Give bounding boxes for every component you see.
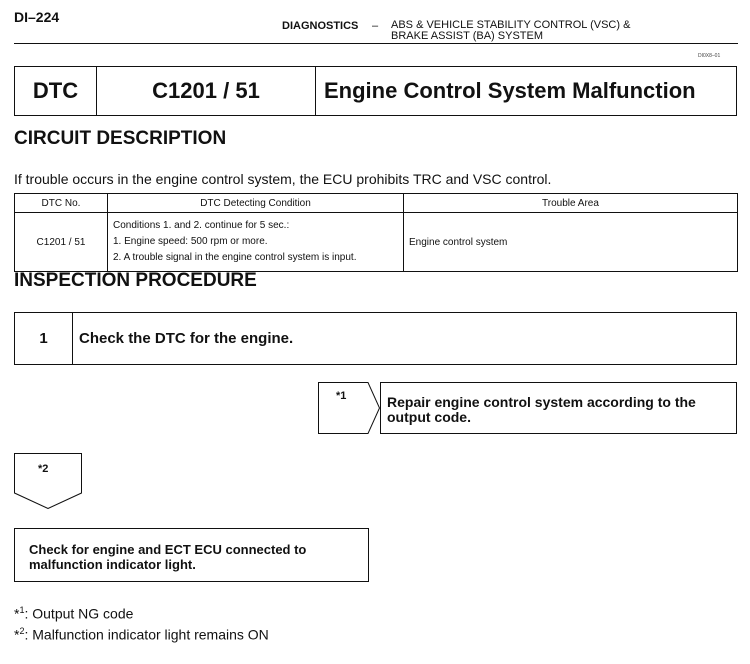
circuit-description-heading: CIRCUIT DESCRIPTION <box>14 128 227 149</box>
ok-pentagon-symbol <box>14 453 82 509</box>
header-rule <box>14 43 738 44</box>
dtc-title: Engine Control System Malfunction <box>324 78 696 103</box>
ng-arrow-symbol <box>318 382 380 434</box>
condition-line: 1. Engine speed: 500 rpm or more. <box>113 236 268 247</box>
cell-condition <box>108 213 404 272</box>
repair-action-box <box>380 382 737 434</box>
repair-action-line1: Repair engine control system according to the <box>387 394 696 410</box>
footnote-text: : Malfunction indicator light remains ON <box>24 626 269 643</box>
ng-symbol-label: *1 <box>336 390 347 402</box>
document-code: DI0X8–01 <box>698 53 721 59</box>
dtc-table <box>14 193 738 272</box>
circuit-description-text: If trouble occurs in the engine control system, the ECU prohibits TRC and VSC control. <box>14 171 552 187</box>
page-number: DI–224 <box>14 9 60 25</box>
system-title-line2: BRAKE ASSIST (BA) SYSTEM <box>391 30 544 42</box>
footnote-sup: 1 <box>19 605 25 615</box>
footnote-mark: * <box>14 605 20 622</box>
repair-action-line2: output code. <box>387 409 471 425</box>
footnote-text: : Output NG code <box>24 605 134 622</box>
next-check-line1: Check for engine and ECT ECU connected to <box>29 542 307 557</box>
column-header-condition: DTC Detecting Condition <box>108 194 404 213</box>
table-header-row <box>15 194 738 213</box>
step-text: Check the DTC for the engine. <box>79 330 294 347</box>
dtc-title-box <box>14 66 737 116</box>
step-number: 1 <box>15 313 73 364</box>
next-check-line2: malfunction indicator light. <box>29 557 196 572</box>
footnote-sup: 2 <box>19 626 25 636</box>
inspection-procedure-heading: INSPECTION PROCEDURE <box>14 270 257 291</box>
table-row <box>15 213 738 272</box>
condition-line: Conditions 1. and 2. continue for 5 sec.: <box>113 220 290 231</box>
system-title <box>391 20 630 42</box>
step-1-box <box>14 312 737 365</box>
column-header-trouble-area: Trouble Area <box>404 194 738 213</box>
next-check-box <box>14 528 369 582</box>
column-header-dtc-no: DTC No. <box>15 194 108 213</box>
cell-trouble-area: Engine control system <box>404 213 738 272</box>
system-title-line1: ABS & VEHICLE STABILITY CONTROL (VSC) & <box>391 19 631 31</box>
dtc-code: C1201 / 51 <box>97 67 316 115</box>
section-label: DIAGNOSTICS <box>282 20 359 32</box>
cell-dtc-no: C1201 / 51 <box>15 213 108 272</box>
dtc-label: DTC <box>15 67 97 115</box>
ok-symbol-label: *2 <box>38 463 49 475</box>
footnote-2 <box>14 626 269 643</box>
header-dash: – <box>372 20 379 32</box>
footnote-mark: * <box>14 626 20 643</box>
condition-line: 2. A trouble signal in the engine control system is input. <box>113 252 357 263</box>
footnote-1 <box>14 605 133 622</box>
